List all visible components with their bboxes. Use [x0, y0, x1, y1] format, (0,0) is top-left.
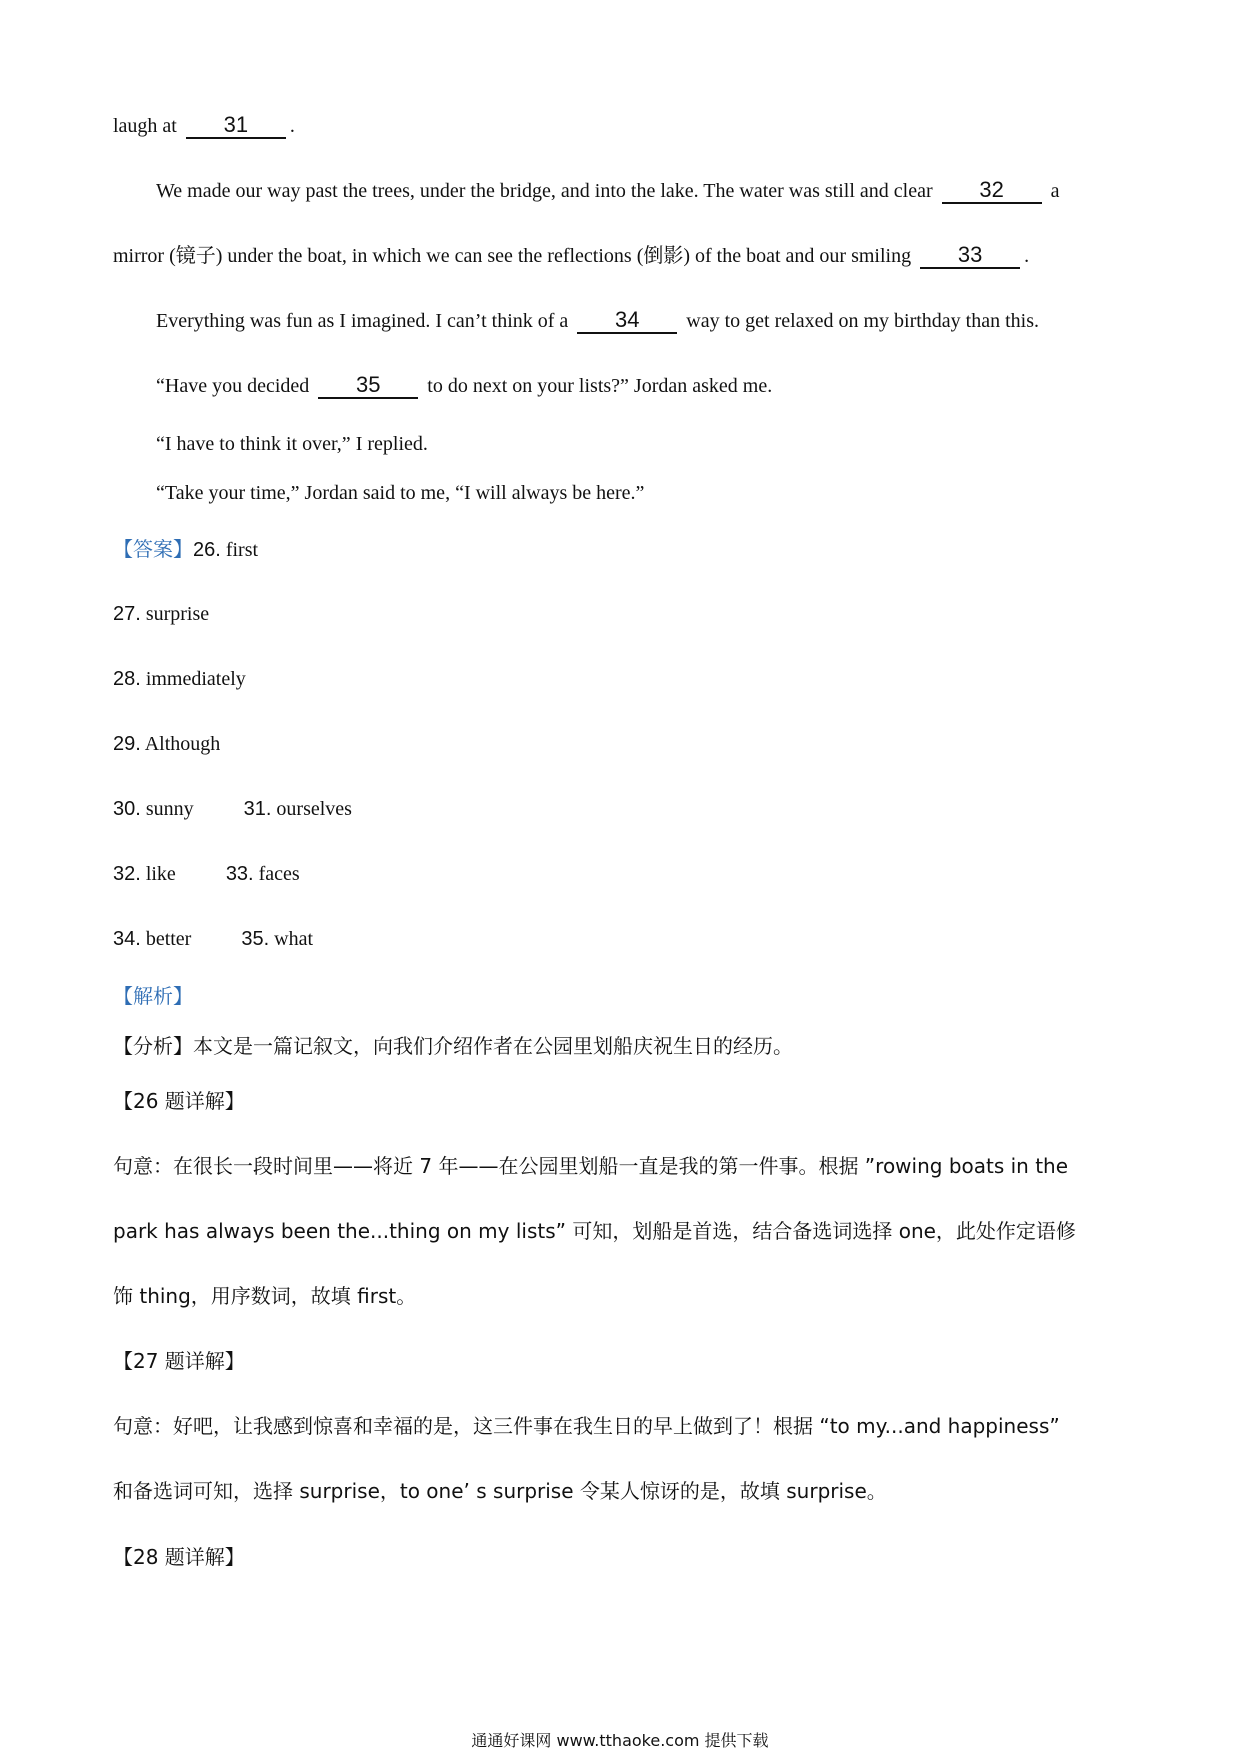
- blank-31: 31: [186, 113, 286, 139]
- q26-explanation-line2: park has always been the...thing on my lists” 可知，划船是首选，结合备选词选择 one，此处作定语修: [113, 1219, 1076, 1243]
- q26-explanation-line1: 句意：在很长一段时间里——将近 7 年——在公园里划船一直是我的第一件事。根据 ”rowing boats in the: [113, 1154, 1069, 1178]
- q26-explanation-line3: 饰 thing，用序数词，故填 first。: [113, 1284, 417, 1308]
- passage-para3: “Have you decided 35 to do next on your lists?” Jordan asked me.: [156, 372, 773, 397]
- blank-34: 34: [577, 308, 677, 334]
- page-footer: 通通好课网 www.tthaoke.com 提供下载: [471, 1731, 769, 1750]
- passage-para4: “I have to think it over,” I replied.: [156, 433, 428, 455]
- q26-heading: 【26 题详解】: [113, 1089, 245, 1113]
- q28-heading: 【28 题详解】: [113, 1545, 245, 1569]
- answer-row-34-35: 34. better 35. what: [113, 928, 314, 950]
- answer-row-32-33: 32. like 33. faces: [113, 863, 300, 885]
- passage-para5: “Take your time,” Jordan said to me, “I will always be here.”: [156, 482, 645, 504]
- answer-label: 【答案】: [113, 537, 193, 561]
- analysis-summary: 【分析】本文是一篇记叙文，向我们介绍作者在公园里划船庆祝生日的经历。: [113, 1034, 793, 1058]
- passage-para2: Everything was fun as I imagined. I can’t think of a 34 way to get relaxed on my birthday than this.: [156, 307, 1039, 332]
- q27-explanation-line1: 句意：好吧，让我感到惊喜和幸福的是，这三件事在我生日的早上做到了！根据 “to my...and happiness”: [113, 1414, 1060, 1438]
- passage-para1-line1: We made our way past the trees, under the bridge, and into the lake. The water was still and clear 32 a: [156, 177, 1060, 202]
- analysis-label: 【解析】: [113, 984, 193, 1008]
- q27-explanation-line2: 和备选词可知，选择 surprise，to one’ s surprise 令某人惊讶的是，故填 surprise。: [113, 1479, 887, 1503]
- answer-row-28: 28. immediately: [113, 668, 246, 690]
- q27-heading: 【27 题详解】: [113, 1349, 245, 1373]
- answer-row-27: 27. surprise: [113, 603, 210, 625]
- answer-row-30-31: 30. sunny 31. ourselves: [113, 798, 352, 820]
- blank-32: 32: [942, 178, 1042, 204]
- answer-row-26: 【答案】26. first: [113, 537, 259, 561]
- blank-35: 35: [318, 373, 418, 399]
- blank-33: 33: [920, 243, 1020, 269]
- passage-para1-line2: mirror (镜子) under the boat, in which we can see the reflections (倒影) of the boat and our smiling 33 .: [113, 242, 1030, 267]
- answer-row-29: 29. Although: [113, 733, 221, 755]
- passage-line-31: laugh at 31 .: [113, 112, 295, 137]
